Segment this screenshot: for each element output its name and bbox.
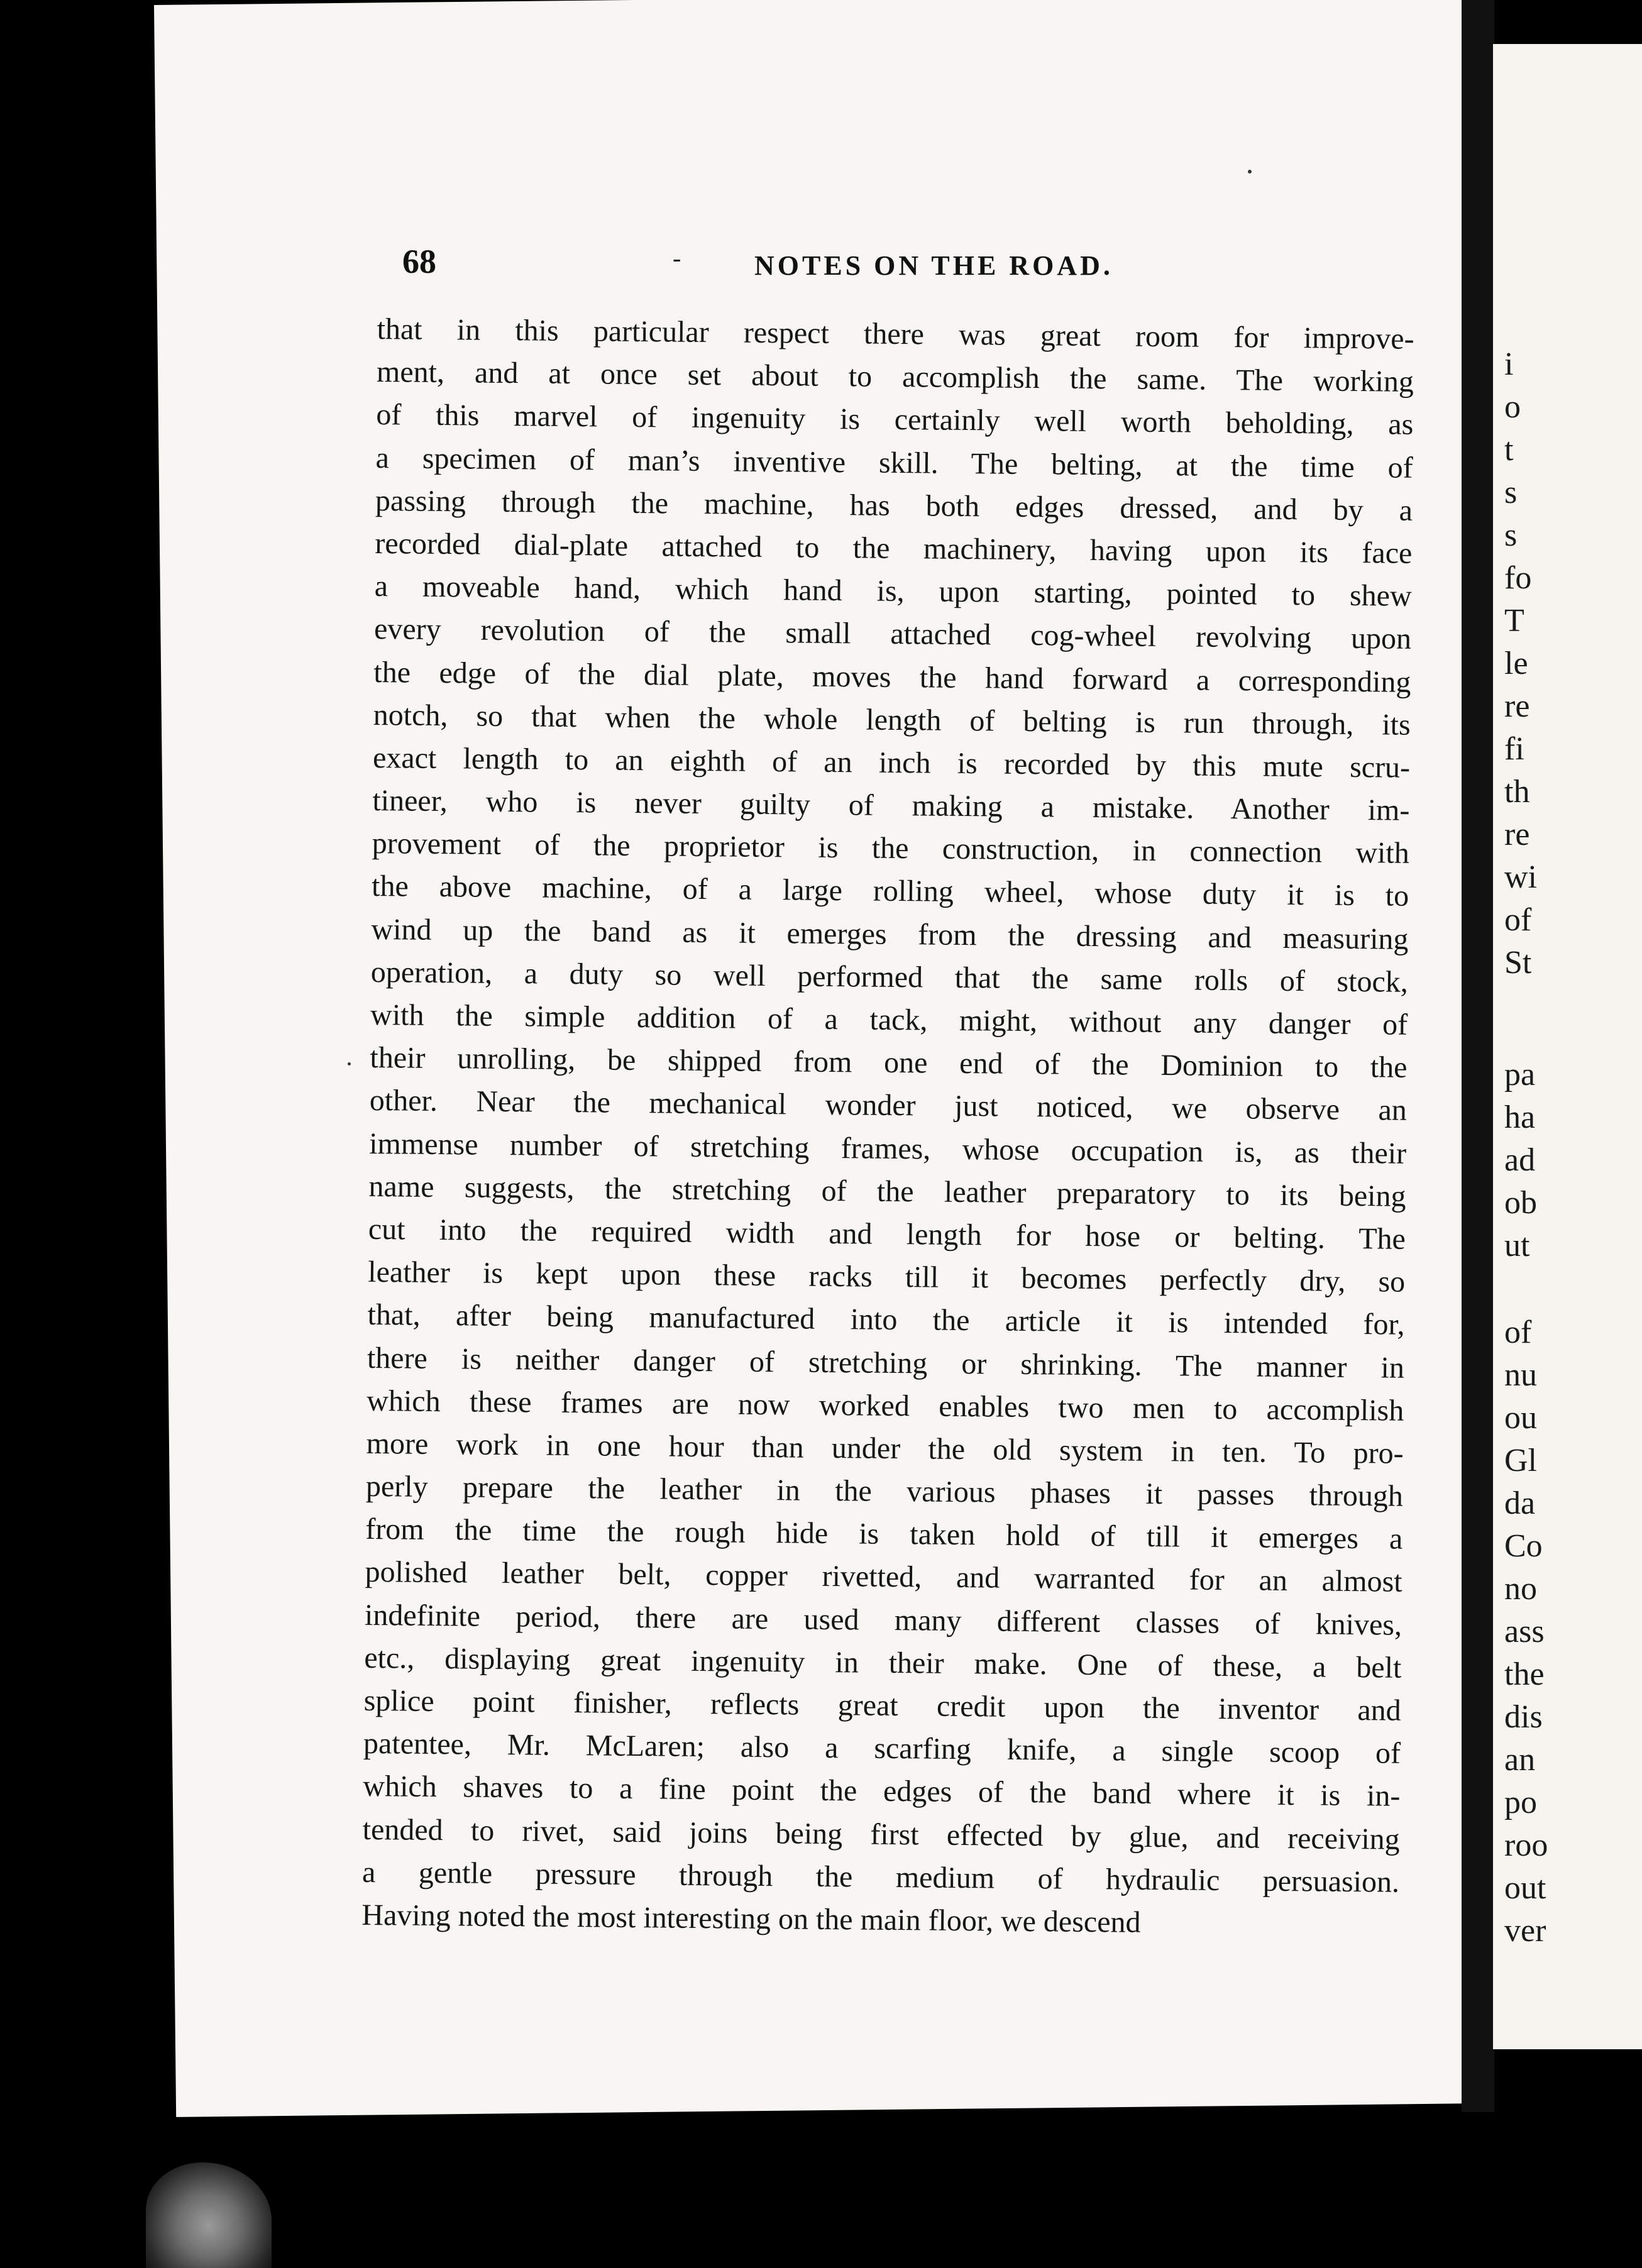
- text-line: that, after being manufactured into the article it is intended for,: [367, 1298, 1405, 1342]
- text-line: every revolution of the small attached cog-wheel revolving upon: [373, 612, 1412, 656]
- facing-page-fragment: po: [1504, 1785, 1537, 1820]
- facing-page-fragment: t: [1504, 432, 1514, 468]
- text-line: wind up the band as it emerges from the dressing and measuring: [371, 912, 1409, 956]
- page-header: [402, 242, 1383, 286]
- text-line: recorded dial-plate attached to the machinery, having upon its face: [375, 526, 1413, 570]
- facing-page-fragment: Gl: [1504, 1443, 1537, 1478]
- text-line: a moveable hand, which hand is, upon starting, pointed to shew: [374, 570, 1412, 613]
- text-line: with the simple addition of a tack, might, without any danger of: [370, 998, 1408, 1042]
- facing-page-fragment: ad: [1504, 1142, 1536, 1178]
- scanner-edge-stain: [146, 2162, 272, 2268]
- text-line: perly prepare the leather in the various phases it passes through: [365, 1469, 1404, 1513]
- facing-page: [1493, 44, 1642, 2049]
- facing-page-fragment: T: [1504, 603, 1524, 639]
- facing-page-fragment: of: [1504, 902, 1532, 938]
- book-gutter: [1462, 0, 1494, 2112]
- text-line: a gentle pressure through the medium of hydraulic persuasion.: [361, 1855, 1400, 1899]
- text-line: other. Near the mechanical wonder just noticed, we observe an: [369, 1084, 1408, 1128]
- text-line: operation, a duty so well performed that the same rolls of stock,: [370, 955, 1409, 999]
- text-line: there is neither danger of stretching or shrinking. The manner in: [366, 1341, 1405, 1385]
- facing-page-fragment: le: [1504, 646, 1528, 681]
- text-line: a specimen of man’s inventive skill. The belting, at the time of: [375, 441, 1413, 485]
- text-line: polished leather belt, copper rivetted, and warranted for an almost: [365, 1555, 1402, 1599]
- text-line: immense number of stretching frames, whose occupation is, as their: [368, 1126, 1407, 1170]
- facing-page-fragment: da: [1504, 1485, 1536, 1521]
- facing-page-fragment: ass: [1504, 1614, 1545, 1649]
- header-mark: -: [673, 244, 681, 272]
- text-line: more work in one hour than under the old system in ten. To pro-: [366, 1426, 1404, 1470]
- facing-page-fragment: roo: [1504, 1827, 1548, 1863]
- body-text: [361, 308, 1414, 1947]
- facing-page-fragment: out: [1504, 1870, 1546, 1906]
- facing-page-fragment: ou: [1504, 1400, 1537, 1436]
- facing-page-fragment: dis: [1504, 1699, 1543, 1735]
- text-line: cut into the required width and length for hose or belting. The: [368, 1212, 1406, 1256]
- text-line: tineer, who is never guilty of making a mistake. Another im-: [372, 784, 1410, 827]
- text-line: that in this particular respect there was great room for improve-: [377, 312, 1414, 356]
- text-line: the above machine, of a large rolling wheel, whose duty it is to: [371, 869, 1409, 913]
- facing-page-fragment: Co: [1504, 1528, 1543, 1564]
- facing-page-fragment: St: [1504, 945, 1532, 981]
- text-line: patentee, Mr. McLaren; also a scarfing knife, a single scoop of: [363, 1727, 1401, 1770]
- facing-page-fragment: s: [1504, 517, 1518, 553]
- text-line: passing through the machine, has both edges dressed, and by a: [375, 483, 1413, 527]
- text-line: the edge of the dial plate, moves the hand forward a corresponding: [373, 655, 1411, 699]
- facing-page-fragment: th: [1504, 774, 1530, 810]
- facing-page-fragment: re: [1504, 817, 1530, 852]
- text-line: which these frames are now worked enables two men to accomplish: [366, 1384, 1404, 1428]
- facing-page-fragment: no: [1504, 1571, 1537, 1607]
- text-line: etc., displaying great ingenuity in their make. One of these, a belt: [364, 1641, 1402, 1685]
- text-line: exact length to an eighth of an inch is recorded by this mute scru-: [372, 740, 1411, 784]
- facing-page-fragment: the: [1504, 1656, 1545, 1692]
- paper-speck: [348, 1062, 351, 1065]
- facing-page-fragment: ut: [1504, 1228, 1530, 1263]
- text-line: indefinite period, there are used many different classes of knives,: [364, 1598, 1402, 1642]
- text-line: leather is kept upon these racks till it becomes perfectly dry, so: [368, 1255, 1406, 1299]
- paper-speck: [1248, 170, 1252, 173]
- text-line: tended to rivet, said joins being first effected by glue, and receiving: [362, 1812, 1400, 1856]
- facing-page-fragment: wi: [1504, 859, 1537, 895]
- facing-page-fragment: ha: [1504, 1099, 1536, 1135]
- text-line: which shaves to a fine point the edges of the band where it is in-: [363, 1770, 1401, 1814]
- text-line: from the time the rough hide is taken hold of till it emerges a: [365, 1512, 1403, 1556]
- facing-page-fragment: fo: [1504, 560, 1532, 596]
- facing-page-fragment: s: [1504, 475, 1518, 510]
- text-line: their unrolling, be shipped from one end of the Dominion to the: [370, 1041, 1408, 1084]
- facing-page-fragment: ver: [1504, 1913, 1546, 1949]
- text-line: ment, and at once set about to accomplish the same. The working: [376, 355, 1414, 399]
- facing-page-fragment: ob: [1504, 1185, 1537, 1221]
- facing-page-fragment: o: [1504, 389, 1521, 425]
- facing-page-fragment: an: [1504, 1742, 1536, 1778]
- text-line: of this marvel of ingenuity is certainly well worth beholding, as: [376, 398, 1414, 442]
- text-line: provement of the proprietor is the construction, in connection with: [372, 827, 1410, 871]
- facing-page-fragment: nu: [1504, 1357, 1537, 1393]
- facing-page-fragment: fi: [1504, 731, 1524, 767]
- text-line: Having noted the most interesting on the main floor, we descend: [361, 1898, 1141, 1939]
- running-head: NOTES ON THE ROAD.: [754, 250, 1113, 281]
- text-line: splice point finisher, reflects great credit upon the inventor and: [363, 1683, 1401, 1727]
- text-line: notch, so that when the whole length of belting is run through, its: [373, 698, 1411, 742]
- page-number: 68: [402, 243, 436, 280]
- facing-page-fragment: re: [1504, 688, 1530, 724]
- facing-page-fragment: i: [1504, 346, 1514, 382]
- text-line: name suggests, the stretching of the leather preparatory to its being: [368, 1169, 1406, 1213]
- facing-page-fragment: of: [1504, 1314, 1532, 1350]
- facing-page-fragment: pa: [1504, 1057, 1536, 1093]
